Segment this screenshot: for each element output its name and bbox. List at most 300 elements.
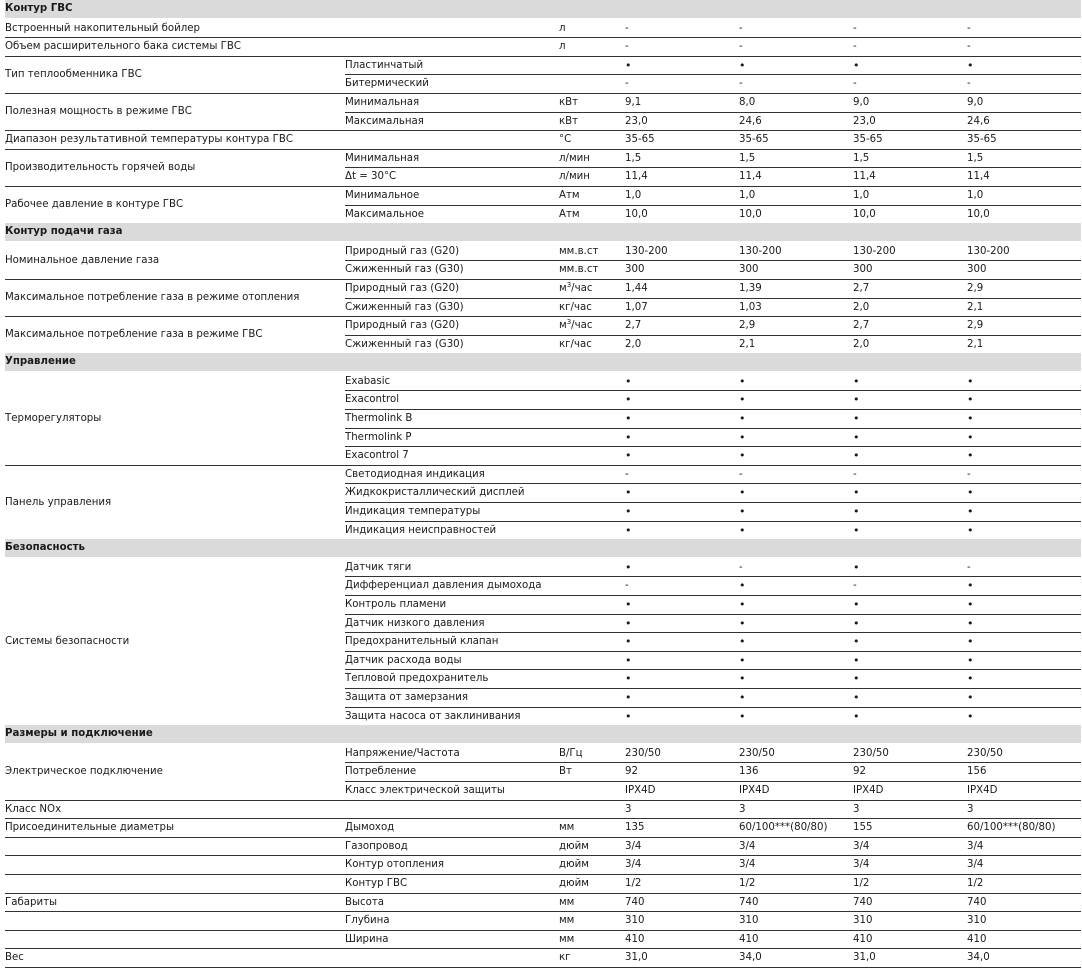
table-row (5, 56, 1081, 75)
row-sublabel: Контур отопления (345, 856, 559, 875)
value-cell-model-2: 130-200 (739, 245, 782, 257)
section-title: Безопасность (5, 539, 1081, 558)
value-cell-model-4: • (967, 391, 1081, 410)
row-unit: $м^3$/час (559, 279, 625, 298)
section-header (5, 353, 1081, 372)
row-label (5, 856, 345, 875)
value-cell-model-3: 31,0 (853, 949, 967, 968)
row-unit (559, 484, 625, 503)
value-cell-model-4: - (967, 465, 1081, 484)
row-sublabel: Сжиженный газ (G30) (345, 261, 559, 280)
row-unit: л/мин (559, 168, 625, 187)
value-cell-model-2: • (739, 447, 853, 466)
value-cell-model-4: IPX4D (967, 781, 1081, 800)
row-sublabel (345, 131, 559, 150)
row-sublabel: Exacontrol (345, 391, 559, 410)
row-sublabel: Контроль пламени (345, 596, 559, 615)
value-cell-model-1: 10,0 (625, 205, 739, 223)
value-cell-model-1: • (625, 560, 632, 574)
value-cell-model-1: • (625, 596, 739, 615)
row-unit: дюйм (559, 856, 625, 875)
row-sublabel: Thermolink P (345, 428, 559, 447)
value-cell-model-4: • (967, 614, 1081, 633)
value-cell-model-2: 310 (739, 912, 853, 931)
value-cell-model-2: 35-65 (739, 131, 853, 150)
value-cell-model-4: - (967, 75, 1081, 94)
row-label: Рабочее давление в контуре ГВС (5, 186, 345, 223)
row-sublabel: Пластинчатый (345, 56, 559, 75)
value-cell-model-2: • (739, 614, 853, 633)
row-label: Тип теплообменника ГВС (5, 56, 345, 93)
value-cell-model-3: • (853, 391, 967, 410)
value-cell-model-4: • (967, 633, 1081, 652)
superscript-3: 3 (566, 280, 572, 289)
row-sublabel: Датчик низкого давления (345, 614, 559, 633)
value-cell-model-3: 35-65 (853, 131, 967, 150)
value-cell-model-4: 24,6 (967, 112, 1081, 131)
value-cell-model-2: 60/100***(80/80) (739, 819, 853, 838)
value-cell-model-4: 130-200 (967, 245, 1010, 257)
row-sublabel: Максимальное (345, 205, 559, 223)
table-row (5, 949, 1081, 968)
row-sublabel: Сжиженный газ (G30) (345, 335, 559, 353)
row-label: Вес (5, 949, 345, 968)
value-cell-model-3: - (853, 465, 967, 484)
value-cell-model-1: 2,0 (625, 335, 739, 353)
value-cell-model-2: IPX4D (739, 781, 853, 800)
value-cell-model-1: 1/2 (625, 874, 739, 893)
value-cell-model-1: • (625, 428, 739, 447)
value-cell-model-1: 740 (625, 893, 739, 912)
value-cell-model-2: • (739, 503, 853, 522)
value-cell-model-1: • (625, 410, 739, 429)
row-sublabel: Датчик расхода воды (345, 651, 559, 670)
table-row (5, 131, 1081, 150)
row-sublabel: Защита насоса от заклинивания (345, 707, 559, 725)
table-row (5, 465, 1081, 484)
value-cell-model-2: 8,0 (739, 93, 853, 112)
row-unit (559, 670, 625, 689)
value-cell-model-2: 136 (739, 763, 853, 782)
row-label: Максимальное потребление газа в режиме отопления (5, 279, 345, 316)
superscript-3: 3 (566, 318, 572, 327)
row-label: Встроенный накопительный бойлер (5, 22, 200, 34)
row-unit (559, 614, 625, 633)
value-cell-model-2: • (739, 688, 853, 707)
value-cell-model-3: 3/4 (853, 856, 967, 875)
value-cell-model-2: - (739, 22, 743, 34)
row-sublabel: Предохранительный клапан (345, 633, 559, 652)
row-unit (559, 800, 625, 819)
value-cell-model-1: • (625, 688, 739, 707)
value-cell-model-4: 34,0 (967, 949, 1081, 968)
value-cell-model-1: 130-200 (625, 245, 668, 257)
value-cell-model-2: 10,0 (739, 205, 853, 223)
value-cell-model-4: • (967, 410, 1081, 429)
value-cell-model-4: 156 (967, 763, 1081, 782)
value-cell-model-4: 300 (967, 261, 1081, 280)
value-cell-model-4: 310 (967, 912, 1081, 931)
row-sublabel: Максимальная (345, 112, 559, 131)
row-sublabel: Индикация неисправностей (345, 521, 559, 539)
value-cell-model-3: • (853, 374, 860, 388)
value-cell-model-2: 1,5 (739, 149, 853, 168)
value-cell-model-1: - (625, 465, 739, 484)
row-label: Терморегуляторы (5, 413, 102, 425)
value-cell-model-3: • (853, 707, 967, 725)
value-cell-model-4: 3/4 (967, 837, 1081, 856)
row-label: Производительность горячей воды (5, 149, 345, 186)
value-cell-model-2: 1,03 (739, 298, 853, 317)
value-cell-model-2: • (739, 391, 853, 410)
table-row (5, 930, 1081, 949)
value-cell-model-1: IPX4D (625, 781, 739, 800)
value-cell-model-3: - (853, 75, 967, 94)
value-cell-model-3: • (853, 633, 967, 652)
row-sublabel: Тепловой предохранитель (345, 670, 559, 689)
value-cell-model-2: • (739, 577, 853, 596)
row-unit: °C (559, 131, 625, 150)
value-cell-model-4: • (967, 484, 1081, 503)
value-cell-model-4: 740 (967, 893, 1081, 912)
value-cell-model-1: • (625, 670, 739, 689)
value-cell-model-3: 10,0 (853, 205, 967, 223)
value-cell-model-4: 2,1 (967, 335, 1081, 353)
value-cell-model-3: 2,0 (853, 335, 967, 353)
table-row (5, 149, 1081, 168)
value-cell-model-2: • (739, 521, 853, 539)
value-cell-model-1: 3/4 (625, 856, 739, 875)
value-cell-model-2: • (739, 651, 853, 670)
row-label: Полезная мощность в режиме ГВС (5, 93, 345, 130)
value-cell-model-4: 2,9 (967, 317, 1081, 336)
value-cell-model-1: 11,4 (625, 168, 739, 187)
row-unit (559, 410, 625, 429)
value-cell-model-4: 410 (967, 930, 1081, 949)
row-unit: мм (559, 893, 625, 912)
value-cell-model-3: 2,0 (853, 298, 967, 317)
table-row (5, 19, 1081, 38)
value-cell-model-2: 2,1 (739, 335, 853, 353)
value-cell-model-1: • (625, 651, 739, 670)
value-cell-model-1: 3/4 (625, 837, 739, 856)
value-cell-model-3: 130-200 (853, 245, 896, 257)
row-unit: Атм (559, 205, 625, 223)
value-cell-model-2: - (739, 561, 743, 573)
value-cell-model-3: 230/50 (853, 747, 889, 759)
row-label (5, 912, 345, 931)
row-unit: кВт (559, 93, 625, 112)
row-unit (559, 558, 625, 577)
value-cell-model-1: - (625, 75, 739, 94)
value-cell-model-3: 1,0 (853, 186, 967, 205)
value-cell-model-1: • (625, 503, 739, 522)
section-title: Контур подачи газа (5, 223, 1081, 242)
value-cell-model-1: • (625, 374, 632, 388)
value-cell-model-4: • (967, 707, 1081, 725)
row-sublabel: Напряжение/Частота (345, 747, 460, 759)
row-unit: мм (559, 930, 625, 949)
row-sublabel (345, 949, 559, 968)
row-unit: кг/час (559, 335, 625, 353)
value-cell-model-3: 310 (853, 912, 967, 931)
section-header (5, 539, 1081, 558)
row-sublabel: Класс электрической защиты (345, 781, 559, 800)
row-unit (559, 577, 625, 596)
row-sublabel: Природный газ (G20) (345, 245, 460, 257)
row-sublabel: Дымоход (345, 819, 559, 838)
row-label: Присоединительные диаметры (5, 819, 345, 838)
value-cell-model-3: IPX4D (853, 781, 967, 800)
value-cell-model-2: • (739, 707, 853, 725)
value-cell-model-2: 24,6 (739, 112, 853, 131)
row-sublabel: Защита от замерзания (345, 688, 559, 707)
value-cell-model-1: 310 (625, 912, 739, 931)
row-sublabel (345, 19, 559, 38)
value-cell-model-4: • (967, 374, 974, 388)
value-cell-model-2: • (739, 596, 853, 615)
value-cell-model-3: 3/4 (853, 837, 967, 856)
row-unit (559, 633, 625, 652)
value-cell-model-4: 11,4 (967, 168, 1081, 187)
row-unit: мм (559, 912, 625, 931)
value-cell-model-1: 2,7 (625, 317, 739, 336)
row-label: Номинальное давление газа (5, 255, 160, 267)
row-unit: кВт (559, 112, 625, 131)
value-cell-model-3: • (853, 428, 967, 447)
row-unit: кг (559, 949, 625, 968)
row-sublabel: Индикация температуры (345, 503, 559, 522)
value-cell-model-3: • (853, 560, 860, 574)
row-sublabel: Минимальная (345, 149, 559, 168)
section-header (5, 0, 1081, 19)
value-cell-model-3: 92 (853, 763, 967, 782)
row-unit: Атм (559, 186, 625, 205)
value-cell-model-1: - (625, 38, 739, 57)
row-sublabel: Ширина (345, 930, 559, 949)
value-cell-model-1: 1,0 (625, 186, 739, 205)
value-cell-model-2: • (739, 56, 853, 75)
row-label (5, 874, 345, 893)
value-cell-model-3: • (853, 447, 967, 466)
value-cell-model-2: - (739, 465, 853, 484)
value-cell-model-3: 23,0 (853, 112, 967, 131)
value-cell-model-4: • (967, 56, 1081, 75)
value-cell-model-1: 3 (625, 800, 739, 819)
value-cell-model-3: • (853, 56, 967, 75)
value-cell-model-2: 1,0 (739, 186, 853, 205)
value-cell-model-3: • (853, 670, 967, 689)
row-unit (559, 503, 625, 522)
value-cell-model-3: 2,7 (853, 317, 967, 336)
row-unit (559, 447, 625, 466)
table-row (5, 93, 1081, 112)
value-cell-model-2: 300 (739, 261, 853, 280)
value-cell-model-3: • (853, 651, 967, 670)
value-cell-model-3: 1,5 (853, 149, 967, 168)
value-cell-model-1: - (625, 22, 629, 34)
row-unit (559, 391, 625, 410)
row-sublabel: Битермический (345, 75, 559, 94)
value-cell-model-2: • (739, 633, 853, 652)
section-header (5, 725, 1081, 744)
value-cell-model-1: • (625, 391, 739, 410)
value-cell-model-1: • (625, 521, 739, 539)
row-unit (559, 56, 625, 75)
value-cell-model-3: • (853, 503, 967, 522)
value-cell-model-3: - (853, 577, 967, 596)
row-sublabel: Газопровод (345, 837, 559, 856)
value-cell-model-3: 9,0 (853, 93, 967, 112)
row-label (5, 837, 345, 856)
row-unit (559, 651, 625, 670)
value-cell-model-3: • (853, 596, 967, 615)
row-unit (559, 781, 625, 800)
value-cell-model-4: 1/2 (967, 874, 1081, 893)
row-unit: дюйм (559, 837, 625, 856)
value-cell-model-3: 3 (853, 800, 967, 819)
value-cell-model-1: 31,0 (625, 949, 739, 968)
table-row (5, 38, 1081, 57)
value-cell-model-2: - (739, 38, 853, 57)
value-cell-model-3: 155 (853, 819, 967, 838)
table-row (5, 372, 1081, 391)
value-cell-model-1: 35-65 (625, 131, 739, 150)
value-cell-model-2: 2,9 (739, 317, 853, 336)
spec-table (5, 0, 1081, 968)
value-cell-model-1: 410 (625, 930, 739, 949)
value-cell-model-1: 135 (625, 819, 739, 838)
row-unit: мм.в.ст (559, 261, 625, 280)
value-cell-model-4: • (967, 596, 1081, 615)
row-sublabel: Светодиодная индикация (345, 465, 559, 484)
section-header (5, 223, 1081, 242)
value-cell-model-4: 1,0 (967, 186, 1081, 205)
value-cell-model-1: • (625, 56, 739, 75)
value-cell-model-4: 2,1 (967, 298, 1081, 317)
table-row (5, 317, 1081, 336)
table-row (5, 874, 1081, 893)
value-cell-model-4: • (967, 447, 1081, 466)
table-row (5, 856, 1081, 875)
value-cell-model-4: 1,5 (967, 149, 1081, 168)
value-cell-model-4: - (967, 22, 971, 34)
row-unit (559, 372, 625, 391)
value-cell-model-4: 230/50 (967, 747, 1003, 759)
value-cell-model-4: - (967, 561, 971, 573)
value-cell-model-2: • (739, 428, 853, 447)
value-cell-model-1: • (625, 447, 739, 466)
row-label: Объем расширительного бака системы ГВС (5, 38, 345, 57)
row-unit: кг/час (559, 298, 625, 317)
value-cell-model-4: • (967, 577, 1081, 596)
value-cell-model-2: 740 (739, 893, 853, 912)
value-cell-model-3: - (853, 38, 967, 57)
value-cell-model-3: 2,7 (853, 279, 967, 298)
value-cell-model-4: 9,0 (967, 93, 1081, 112)
row-sublabel: Глубина (345, 912, 559, 931)
value-cell-model-1: 9,1 (625, 93, 739, 112)
value-cell-model-2: • (739, 410, 853, 429)
value-cell-model-4: 35-65 (967, 131, 1081, 150)
value-cell-model-2: 3/4 (739, 856, 853, 875)
value-cell-model-3: 11,4 (853, 168, 967, 187)
value-cell-model-3: - (853, 22, 857, 34)
row-sublabel: Высота (345, 893, 559, 912)
value-cell-model-2: 34,0 (739, 949, 853, 968)
row-unit: л (559, 22, 566, 34)
row-sublabel: Дифференциал давления дымохода (345, 577, 559, 596)
value-cell-model-2: - (739, 75, 853, 94)
row-unit: $м^3$/час (559, 317, 625, 336)
row-label: Панель управления (5, 465, 345, 539)
value-cell-model-2: 3/4 (739, 837, 853, 856)
row-unit: мм.в.ст (559, 245, 599, 257)
value-cell-model-4: - (967, 38, 1081, 57)
row-unit (559, 75, 625, 94)
value-cell-model-2: 1/2 (739, 874, 853, 893)
value-cell-model-3: • (853, 614, 967, 633)
value-cell-model-3: 740 (853, 893, 967, 912)
table-row (5, 558, 1081, 577)
section-title: Контур ГВС (5, 0, 1081, 19)
value-cell-model-4: 3/4 (967, 856, 1081, 875)
value-cell-model-4: • (967, 428, 1081, 447)
value-cell-model-2: 230/50 (739, 747, 775, 759)
value-cell-model-1: • (625, 484, 739, 503)
table-row (5, 893, 1081, 912)
value-cell-model-4: • (967, 688, 1081, 707)
value-cell-model-3: 1/2 (853, 874, 967, 893)
value-cell-model-1: • (625, 614, 739, 633)
value-cell-model-4: • (967, 670, 1081, 689)
value-cell-model-2: • (739, 484, 853, 503)
row-label: Габариты (5, 893, 345, 912)
value-cell-model-3: • (853, 688, 967, 707)
row-sublabel: Exabasic (345, 375, 391, 387)
row-unit (559, 428, 625, 447)
row-sublabel: Контур ГВС (345, 874, 559, 893)
table-row (5, 800, 1081, 819)
row-label: Системы безопасности (5, 636, 130, 648)
value-cell-model-1: - (625, 577, 739, 596)
row-sublabel: Thermolink B (345, 410, 559, 429)
row-sublabel: Exacontrol 7 (345, 447, 559, 466)
value-cell-model-4: 10,0 (967, 205, 1081, 223)
value-cell-model-1: • (625, 707, 739, 725)
row-sublabel: Минимальная (345, 93, 559, 112)
value-cell-model-1: 1,44 (625, 279, 739, 298)
row-sublabel (345, 800, 559, 819)
row-label (5, 930, 345, 949)
row-label: Электрическое подключение (5, 766, 163, 778)
value-cell-model-4: 3 (967, 800, 1081, 819)
value-cell-model-2: 11,4 (739, 168, 853, 187)
value-cell-model-4: • (967, 521, 1081, 539)
row-sublabel (345, 38, 559, 57)
row-sublabel: Жидкокристаллический дисплей (345, 484, 559, 503)
row-unit: л/мин (559, 149, 625, 168)
row-unit: мм (559, 819, 625, 838)
value-cell-model-2: • (739, 374, 746, 388)
value-cell-model-4: 2,9 (967, 279, 1081, 298)
row-unit: л (559, 38, 625, 57)
row-unit: Вт (559, 763, 625, 782)
value-cell-model-1: • (625, 633, 739, 652)
value-cell-model-1: 1,07 (625, 298, 739, 317)
row-sublabel: Сжиженный газ (G30) (345, 298, 559, 317)
value-cell-model-1: 300 (625, 261, 739, 280)
